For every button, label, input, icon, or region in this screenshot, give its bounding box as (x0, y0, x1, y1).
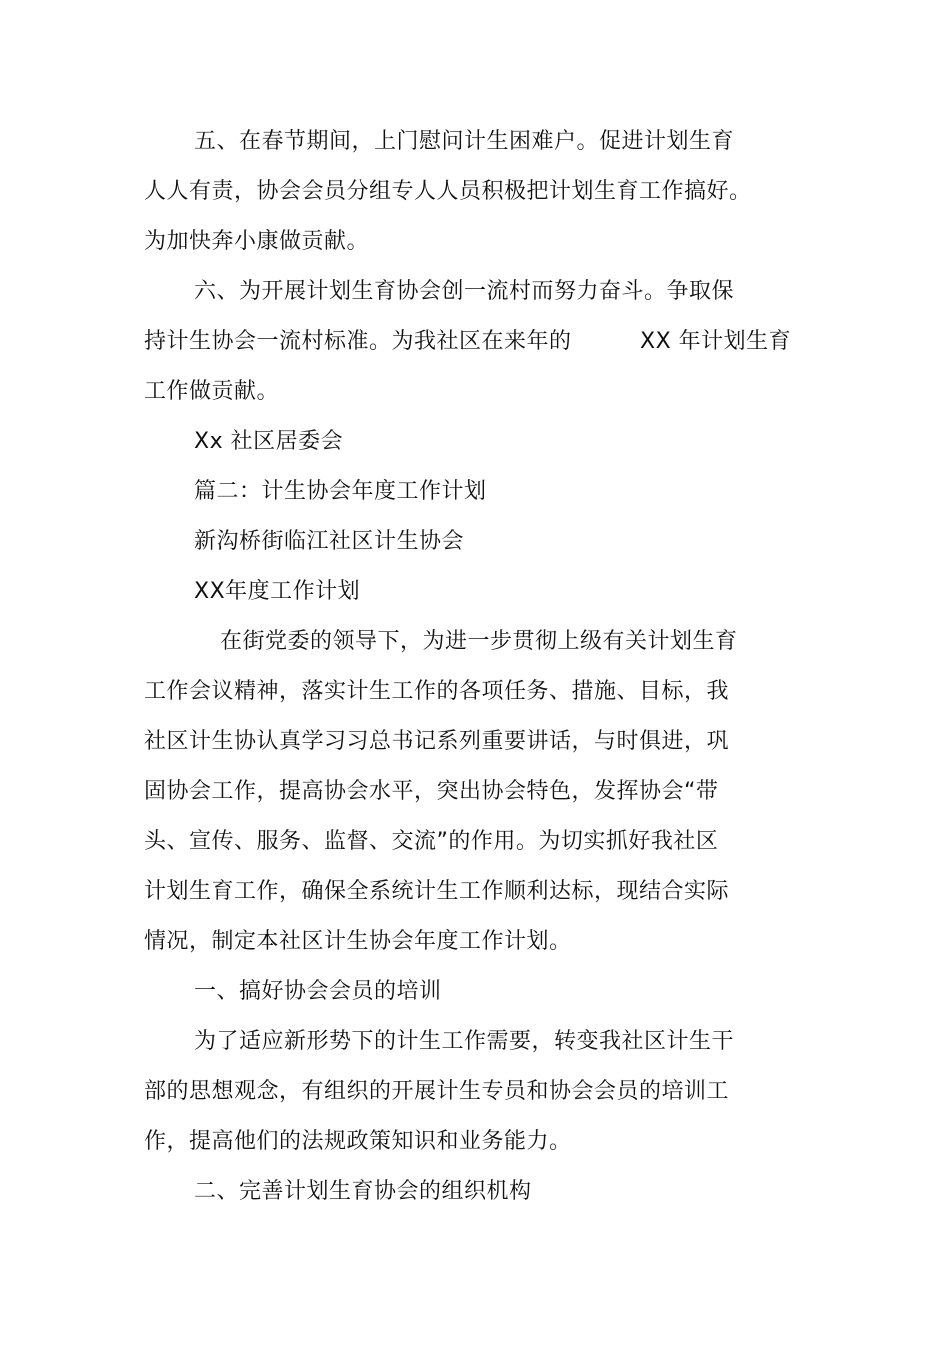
signature-line: Xx 社区居委会 (194, 429, 344, 454)
text-line: 作，提高他们的法规政策知识和业务能力。 (144, 1129, 572, 1154)
section-title: 篇二：计生协会年度工作计划 (194, 479, 487, 504)
text-line: 在街党委的领导下，为进一步贯彻上级有关计划生育 (220, 629, 738, 654)
text-line: 固协会工作，提高协会水平，突出协会特色，发挥协会“带 (144, 779, 719, 804)
text-line: 六、为开展计划生育协会创一流村而努力奋斗。争取保 (194, 279, 735, 304)
text-line: 头、宣传、服务、监督、交流”的作用。为切实抓好我社区 (144, 829, 719, 854)
text-line: 社区计生协认真学习习总书记系列重要讲话，与时俱进，巩 (144, 729, 730, 754)
org-name: 新沟桥街临江社区计生协会 (194, 529, 465, 554)
text-line: 为了适应新形势下的计生工作需要，转变我社区计生干 (194, 1029, 735, 1054)
text-line: 为加快奔小康做贡献。 (144, 229, 370, 254)
heading-line: 二、完善计划生育协会的组织机构 (194, 1179, 532, 1204)
text-line: 工作会议精神，落实计生工作的各项任务、措施、目标，我 (144, 679, 730, 704)
text-line: 持计生协会一流村标准。为我社区在来年的 (144, 329, 572, 354)
text-line: 工作做贡献。 (144, 379, 280, 404)
text-line: 五、在春节期间，上门慰问计生困难户。促进计划生育 (194, 129, 735, 154)
plan-title: XX年度工作计划 (194, 579, 361, 604)
text-line: XX 年计划生育 (640, 329, 792, 354)
text-line: 部的思想观念，有组织的开展计生专员和协会会员的培训工 (144, 1079, 730, 1104)
text-line: 情况，制定本社区计生协会年度工作计划。 (144, 929, 572, 954)
text-line: 计划生育工作，确保全系统计生工作顺利达标，现结合实际 (144, 879, 730, 904)
heading-line: 一、搞好协会会员的培训 (194, 979, 442, 1004)
text-line: 人人有责，协会会员分组专人人员积极把计划生育工作搞好。 (144, 179, 752, 204)
